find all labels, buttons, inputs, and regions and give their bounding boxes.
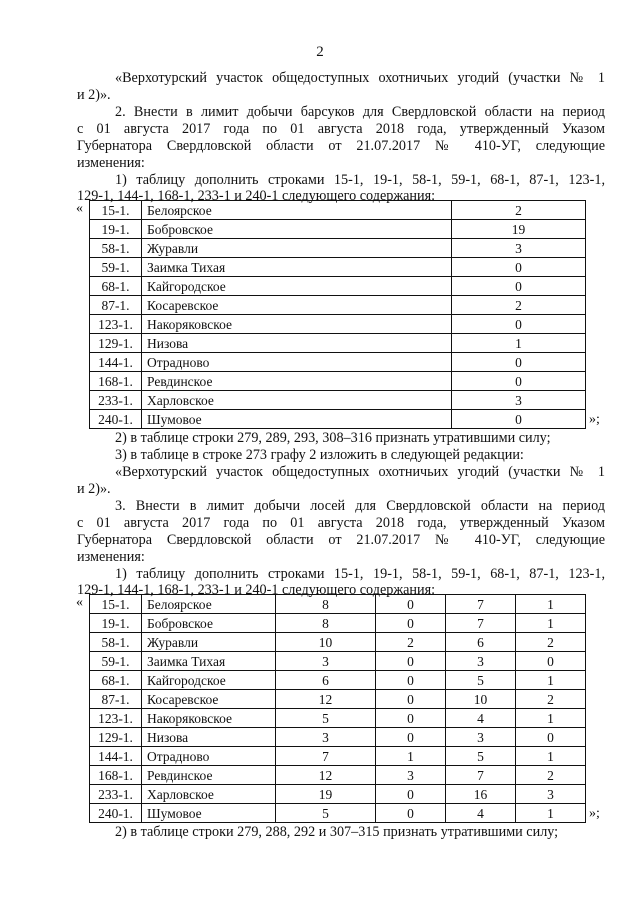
- para2-line-4: изменения:: [77, 155, 145, 171]
- hunting-ground-name: Накоряковское: [142, 315, 452, 334]
- hunting-ground-name: Низова: [142, 334, 452, 353]
- table-row: [90, 614, 586, 633]
- hunting-ground-name: Журавли: [142, 239, 452, 258]
- limit-column-2: 0: [376, 690, 446, 709]
- hunting-ground-name: Кайгородское: [142, 277, 452, 296]
- limit-column-4: 1: [516, 614, 586, 633]
- limit-column-2: 3: [376, 766, 446, 785]
- hunting-ground-name: Шумовое: [142, 804, 276, 823]
- limit-total: 3: [276, 728, 376, 747]
- table-row: [90, 690, 586, 709]
- para2-line-2: с 01 августа 2017 года по 01 августа 2018 года, утвержденный Указом: [77, 121, 605, 137]
- row-number: 168-1.: [90, 372, 142, 391]
- badger-limit-table: [89, 200, 586, 429]
- table-row: [90, 296, 586, 315]
- item1-line-2: 129-1, 144-1, 168-1, 233-1 и 240-1 следующего содержания:: [77, 188, 436, 204]
- limit-column-4: 2: [516, 633, 586, 652]
- row-number: 129-1.: [90, 334, 142, 353]
- table-row: [90, 201, 586, 220]
- hunting-ground-name: Косаревское: [142, 690, 276, 709]
- para3-line-3: Губернатора Свердловской области от 21.07.2017 № 410-УГ, следующие: [77, 532, 605, 548]
- hunting-ground-name: Харловское: [142, 785, 276, 804]
- item3-2-line: 2) в таблице строки 279, 288, 292 и 307–315 признать утратившими силу;: [115, 824, 559, 840]
- limit-column-2: 0: [376, 709, 446, 728]
- row-number: 168-1.: [90, 766, 142, 785]
- row-number: 123-1.: [90, 315, 142, 334]
- para2-line-3: Губернатора Свердловской области от 21.07.2017 № 410-УГ, следующие: [77, 138, 605, 154]
- limit-column-3: 4: [446, 709, 516, 728]
- limit-total: 12: [276, 690, 376, 709]
- limit-column-4: 2: [516, 766, 586, 785]
- table-row: [90, 804, 586, 823]
- table-row: [90, 595, 586, 614]
- limit-total: 8: [276, 595, 376, 614]
- limit-value: 2: [452, 201, 586, 220]
- limit-column-3: 7: [446, 595, 516, 614]
- item3-1-line-1: 1) таблицу дополнить строками 15-1, 19-1, 58-1, 59-1, 68-1, 87-1, 123-1,: [115, 566, 605, 582]
- table-row: [90, 353, 586, 372]
- row-number: 144-1.: [90, 747, 142, 766]
- limit-value: 2: [452, 296, 586, 315]
- table-row: [90, 334, 586, 353]
- limit-column-2: 1: [376, 747, 446, 766]
- elk-limit-table: [89, 594, 586, 823]
- limit-column-4: 1: [516, 595, 586, 614]
- quote1-line-2: и 2)».: [77, 87, 111, 103]
- row-number: 59-1.: [90, 258, 142, 277]
- table-row: [90, 747, 586, 766]
- limit-total: 7: [276, 747, 376, 766]
- row-number: 19-1.: [90, 220, 142, 239]
- table-row: [90, 728, 586, 747]
- table-row: [90, 315, 586, 334]
- limit-column-3: 16: [446, 785, 516, 804]
- hunting-ground-name: Заимка Тихая: [142, 258, 452, 277]
- limit-column-4: 2: [516, 690, 586, 709]
- table-row: [90, 220, 586, 239]
- limit-column-3: 5: [446, 747, 516, 766]
- row-number: 58-1.: [90, 239, 142, 258]
- hunting-ground-name: Белоярское: [142, 595, 276, 614]
- limit-column-4: 3: [516, 785, 586, 804]
- limit-column-4: 1: [516, 709, 586, 728]
- row-number: 123-1.: [90, 709, 142, 728]
- row-number: 144-1.: [90, 353, 142, 372]
- limit-column-3: 10: [446, 690, 516, 709]
- limit-column-4: 0: [516, 728, 586, 747]
- hunting-ground-name: Бобровское: [142, 220, 452, 239]
- hunting-ground-name: Косаревское: [142, 296, 452, 315]
- limit-value: 0: [452, 315, 586, 334]
- limit-value: 3: [452, 239, 586, 258]
- limit-column-2: 0: [376, 804, 446, 823]
- row-number: 233-1.: [90, 785, 142, 804]
- page-number: 2: [316, 44, 324, 60]
- hunting-ground-name: Белоярское: [142, 201, 452, 220]
- limit-column-2: 0: [376, 595, 446, 614]
- row-number: 233-1.: [90, 391, 142, 410]
- table-row: [90, 652, 586, 671]
- table-row: [90, 633, 586, 652]
- hunting-ground-name: Харловское: [142, 391, 452, 410]
- limit-value: 0: [452, 353, 586, 372]
- table-row: [90, 410, 586, 429]
- limit-value: 1: [452, 334, 586, 353]
- limit-value: 0: [452, 410, 586, 429]
- item1-line-1: 1) таблицу дополнить строками 15-1, 19-1, 58-1, 59-1, 68-1, 87-1, 123-1,: [115, 172, 605, 188]
- limit-total: 10: [276, 633, 376, 652]
- hunting-ground-name: Журавли: [142, 633, 276, 652]
- limit-column-3: 3: [446, 728, 516, 747]
- limit-value: 3: [452, 391, 586, 410]
- limit-column-4: 1: [516, 747, 586, 766]
- limit-value: 0: [452, 258, 586, 277]
- limit-column-2: 0: [376, 671, 446, 690]
- row-number: 19-1.: [90, 614, 142, 633]
- hunting-ground-name: Бобровское: [142, 614, 276, 633]
- item2-line: 2) в таблице строки 279, 289, 293, 308–316 признать утратившими силу;: [115, 430, 551, 446]
- limit-column-2: 0: [376, 652, 446, 671]
- quote2-line-1: «Верхотурский участок общедоступных охотничьих угодий (участки № 1: [115, 464, 605, 480]
- hunting-ground-name: Низова: [142, 728, 276, 747]
- table-row: [90, 372, 586, 391]
- table-row: [90, 391, 586, 410]
- quote-close-2: »;: [589, 806, 600, 821]
- limit-total: 3: [276, 652, 376, 671]
- table-row: [90, 671, 586, 690]
- table-row: [90, 277, 586, 296]
- para3-line-2: с 01 августа 2017 года по 01 августа 2018 года, утвержденный Указом: [77, 515, 605, 531]
- item3-line: 3) в таблице в строке 273 графу 2 изложить в следующей редакции:: [115, 447, 524, 463]
- row-number: 58-1.: [90, 633, 142, 652]
- limit-column-2: 2: [376, 633, 446, 652]
- limit-column-3: 3: [446, 652, 516, 671]
- limit-value: 19: [452, 220, 586, 239]
- item3-1-line-2: 129-1, 144-1, 168-1, 233-1 и 240-1 следующего содержания:: [77, 582, 436, 598]
- row-number: 68-1.: [90, 277, 142, 296]
- limit-column-2: 0: [376, 728, 446, 747]
- limit-value: 0: [452, 277, 586, 296]
- row-number: 240-1.: [90, 410, 142, 429]
- row-number: 68-1.: [90, 671, 142, 690]
- para3-line-1: 3. Внести в лимит добычи лосей для Свердловской области на период: [115, 498, 605, 514]
- row-number: 15-1.: [90, 201, 142, 220]
- limit-total: 5: [276, 804, 376, 823]
- para3-line-4: изменения:: [77, 549, 145, 565]
- hunting-ground-name: Отрадново: [142, 747, 276, 766]
- limit-total: 5: [276, 709, 376, 728]
- table-row: [90, 258, 586, 277]
- table-row: [90, 766, 586, 785]
- row-number: 15-1.: [90, 595, 142, 614]
- table-row: [90, 709, 586, 728]
- hunting-ground-name: Накоряковское: [142, 709, 276, 728]
- limit-column-3: 5: [446, 671, 516, 690]
- row-number: 87-1.: [90, 296, 142, 315]
- row-number: 87-1.: [90, 690, 142, 709]
- table-row: [90, 785, 586, 804]
- limit-column-4: 0: [516, 652, 586, 671]
- limit-total: 19: [276, 785, 376, 804]
- limit-column-3: 7: [446, 766, 516, 785]
- hunting-ground-name: Отрадново: [142, 353, 452, 372]
- limit-column-2: 0: [376, 614, 446, 633]
- hunting-ground-name: Заимка Тихая: [142, 652, 276, 671]
- limit-column-3: 7: [446, 614, 516, 633]
- quote-open-1: «: [76, 201, 83, 216]
- hunting-ground-name: Ревдинское: [142, 766, 276, 785]
- row-number: 240-1.: [90, 804, 142, 823]
- limit-total: 6: [276, 671, 376, 690]
- limit-column-3: 4: [446, 804, 516, 823]
- table-row: [90, 239, 586, 258]
- quote1-line-1: «Верхотурский участок общедоступных охотничьих угодий (участки № 1: [115, 70, 605, 86]
- limit-total: 12: [276, 766, 376, 785]
- quote-open-2: «: [76, 595, 83, 610]
- limit-column-3: 6: [446, 633, 516, 652]
- limit-column-4: 1: [516, 804, 586, 823]
- para2-line-1: 2. Внести в лимит добычи барсуков для Свердловской области на период: [115, 104, 605, 120]
- row-number: 129-1.: [90, 728, 142, 747]
- limit-column-4: 1: [516, 671, 586, 690]
- quote2-line-2: и 2)».: [77, 481, 111, 497]
- limit-column-2: 0: [376, 785, 446, 804]
- hunting-ground-name: Ревдинское: [142, 372, 452, 391]
- limit-value: 0: [452, 372, 586, 391]
- hunting-ground-name: Кайгородское: [142, 671, 276, 690]
- hunting-ground-name: Шумовое: [142, 410, 452, 429]
- quote-close-1: »;: [589, 412, 600, 427]
- row-number: 59-1.: [90, 652, 142, 671]
- limit-total: 8: [276, 614, 376, 633]
